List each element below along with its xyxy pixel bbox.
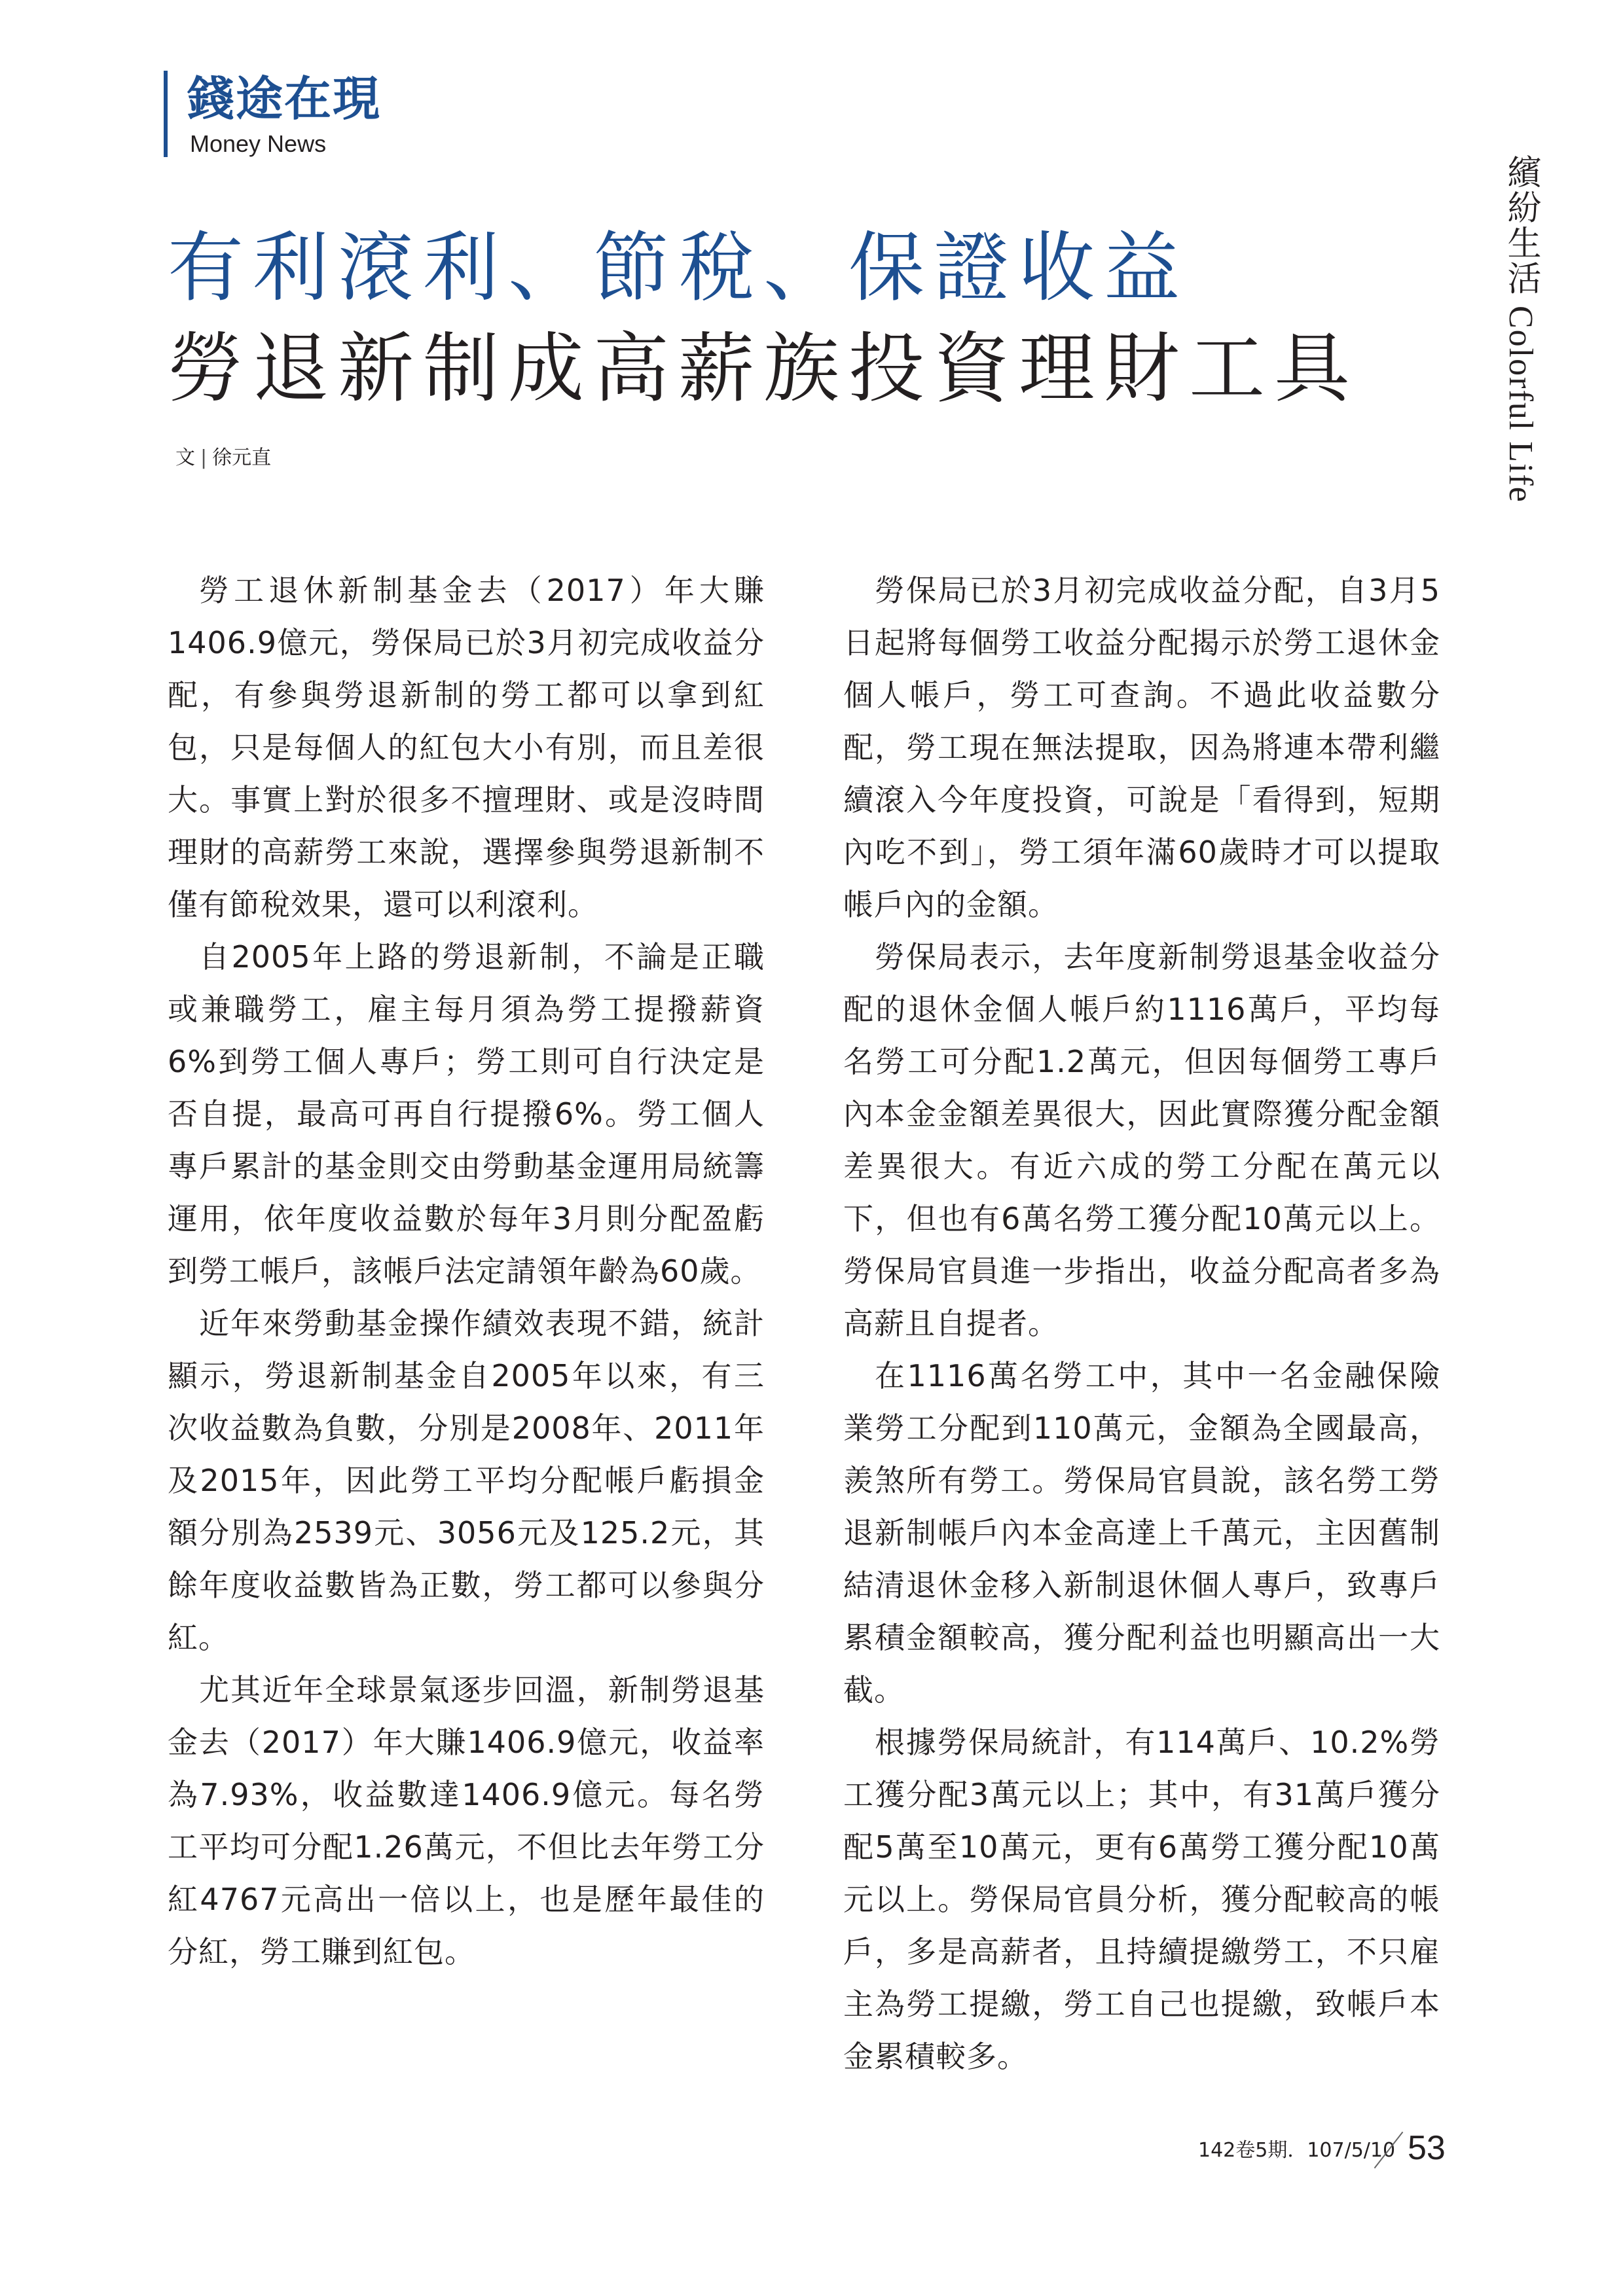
headline-line-2: 勞退新制成高薪族投資理財工具 <box>168 325 1359 413</box>
byline-label: 文 <box>175 446 195 469</box>
headline-line-1: 有利滾利、節稅、保證收益 <box>168 224 1189 312</box>
article-column-right <box>843 564 1440 2083</box>
paragraph: 勞工退休新制基金去（2017）年大賺1406.9億元，勞保局已於3月初完成收益分配，有參與勞退新制的勞工都可以拿到紅包，只是每個人的紅包大小有別，而且差很大。事實上對於很多不擅理財、或是沒時間理財的高薪勞工來說，選擇參與勞退新制不僅有節稅效果，還可以利滾利。 <box>168 573 765 922</box>
section-subtitle: Money News <box>190 130 327 157</box>
paragraph: 近年來勞動基金操作績效表現不錯，統計顯示，勞退新制基金自2005年以來，有三次收益數為負數，分別是2008年、2011年及2015年，因此勞工平均分配帳戶虧損金額分別為2539元、3056元及125.2元，其餘年度收益數皆為正數，勞工都可以參與分紅。 <box>168 1306 765 1655</box>
paragraph: 自2005年上路的勞退新制，不論是正職或兼職勞工，雇主每月須為勞工提撥薪資6%到勞工個人專戶；勞工則可自行決定是否自提，最高可再自行提撥6%。勞工個人專戶累計的基金則交由勞動基金運用局統籌運用，依年度收益數於每年3月則分配盈虧到勞工帳戶，該帳戶法定請領年齡為60歲。 <box>168 939 765 1289</box>
paragraph: 根據勞保局統計，有114萬戶、10.2%勞工獲分配3萬元以上；其中，有31萬戶獲分配5萬至10萬元，更有6萬勞工獲分配10萬元以上。勞保局官員分析，獲分配較高的帳戶，多是高薪者，且持續提繳勞工，不只雇主為勞工提繳，勞工自己也提繳，致帳戶本金累積較多。 <box>843 1725 1440 2074</box>
paragraph: 尤其近年全球景氣逐步回溫，新制勞退基金去（2017）年大賺1406.9億元，收益率為7.93%，收益數達1406.9億元。每名勞工平均可分配1.26萬元，不但比去年勞工分紅4767元高出一倍以上，也是歷年最佳的分紅，勞工賺到紅包。 <box>168 1672 765 1969</box>
article-column-left <box>168 564 765 1978</box>
page-number: 53 <box>1408 2129 1446 2167</box>
byline <box>175 445 271 471</box>
issue-info: 142卷5期．107/5/10 <box>1198 2139 1396 2162</box>
section-accent-bar <box>164 71 168 157</box>
side-section-label: 繽紛生活 Colorful Life <box>1502 154 1539 503</box>
section-title: 錢途在現 <box>187 71 382 126</box>
page-footer <box>1198 2126 1460 2172</box>
byline-separator: | <box>200 446 208 469</box>
paragraph: 勞保局已於3月初完成收益分配，自3月5日起將每個勞工收益分配揭示於勞工退休金個人帳戶，勞工可查詢。不過此收益數分配，勞工現在無法提取，因為將連本帶利繼續滾入今年度投資，可說是「看得到，短期內吃不到」，勞工須年滿60歲時才可以提取帳戶內的金額。 <box>843 573 1440 922</box>
byline-author: 徐元直 <box>212 446 272 469</box>
paragraph: 在1116萬名勞工中，其中一名金融保險業勞工分配到110萬元，金額為全國最高，羨煞所有勞工。勞保局官員說，該名勞工勞退新制帳戶內本金高達上千萬元，主因舊制結清退休金移入新制退休個人專戶，致專戶累積金額較高，獲分配利益也明顯高出一大截。 <box>843 1358 1440 1708</box>
paragraph: 勞保局表示，去年度新制勞退基金收益分配的退休金個人帳戶約1116萬戶，平均每名勞工可分配1.2萬元，但因每個勞工專戶內本金金額差異很大，因此實際獲分配金額差異很大。有近六成的勞工分配在萬元以下，但也有6萬名勞工獲分配10萬元以上。勞保局官員進一步指出，收益分配高者多為高薪且自提者。 <box>843 939 1440 1341</box>
